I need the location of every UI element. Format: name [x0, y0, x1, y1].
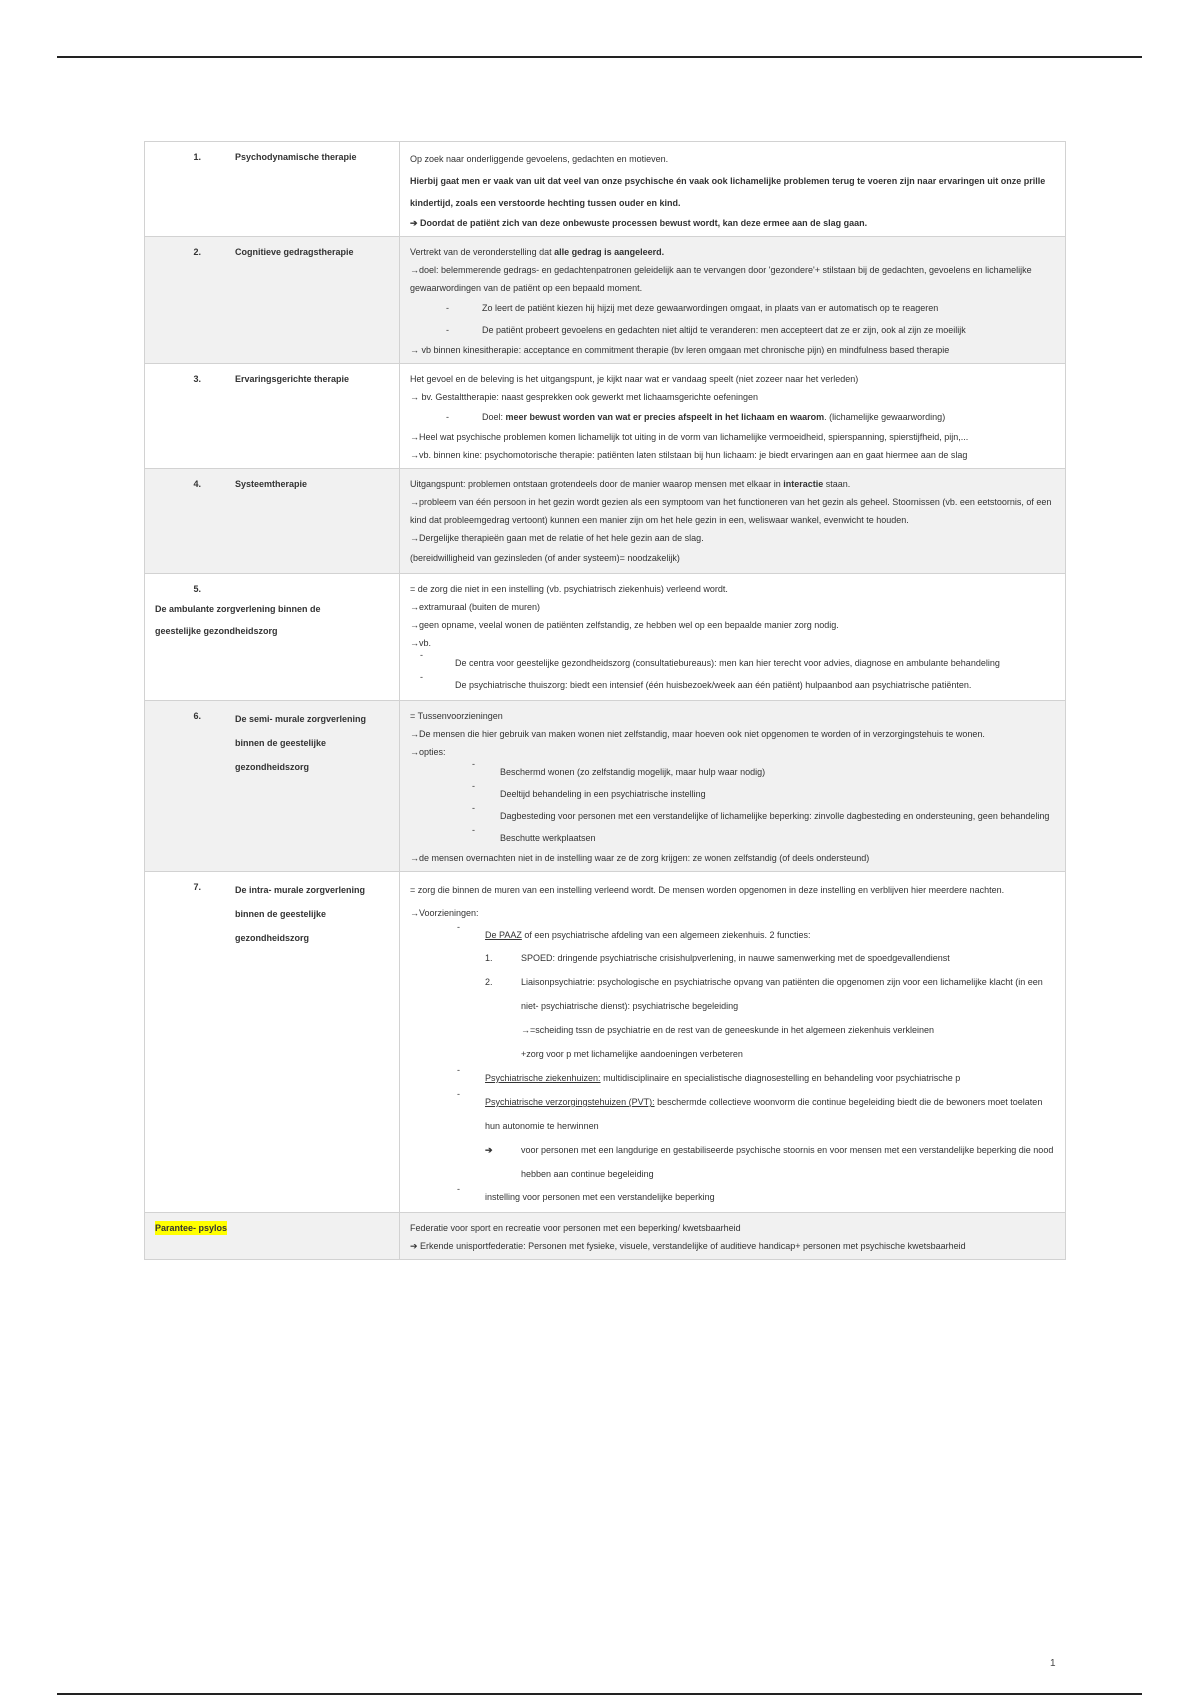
text-line: →geen opname, veelal wonen de patiënten zelfstandig, ze hebben wel op een bepaalde manier zorg nodig.: [410, 620, 839, 630]
list-item: [410, 406, 1055, 428]
text-line: Het gevoel en de beleving is het uitgangspunt, je kijkt naar wat er vandaag speelt (niet zozeer naar het verleden): [410, 374, 859, 384]
table-row: [145, 701, 1066, 872]
dash-marker: -: [457, 922, 460, 932]
function-text: SPOED: dringende psychiatrische crisishulpverlening, in nauwe samenwerking met de spoedgevallendienst: [521, 953, 950, 963]
text-line: = Tussenvoorzieningen: [410, 711, 503, 721]
row-title: De intra- murale zorgverlening binnen de geestelijke gezondheidszorg: [235, 885, 366, 943]
row-title: Systeemtherapie: [235, 479, 308, 489]
paaz-label: De PAAZ: [485, 930, 522, 940]
text-line: →Dergelijke therapieën gaan met de relatie of het hele gezin aan de slag.: [410, 533, 704, 543]
text-line: →extramuraal (buiten de muren): [410, 602, 541, 612]
row-title: De ambulante zorgverlening binnen de geestelijke gezondheidszorg: [155, 604, 321, 636]
text-line: →doel: belemmerende gedrags- en gedachtenpatronen geleidelijk aan te vervangen door 'gezondere'+ stilstaan bij de gedachten, gevoelens en lichamelijke gewaarwordingen van de patiënt op een bepaald moment.: [410, 265, 1032, 293]
table-row: [145, 872, 1066, 1213]
table-row: [145, 469, 1066, 574]
intro-text: Vertrekt van de veronderstelling dat: [410, 247, 555, 257]
list-item: [410, 674, 1055, 696]
dash-marker: -: [446, 412, 449, 422]
bullet-text: De centra voor geestelijke gezondheidszorg (consultatiebureaus): men kan hier terecht voor advies, diagnose en ambulante behandeling: [455, 658, 1000, 668]
list-item: [410, 970, 1055, 1018]
list-item: [410, 1138, 1055, 1186]
row-title: Ervaringsgerichte therapie: [235, 374, 350, 384]
dash-marker: -: [472, 825, 475, 835]
top-rule: [57, 56, 1142, 58]
bullet-text: Dagbesteding voor personen met een verstandelijke of lichamelijke beperking: zinvolle dagbesteding en ondersteuning, geen behandeling: [500, 811, 1050, 821]
text-line: →probleem van één persoon in het gezin wordt gezien als een symptoom van het functioneren van het gezin als geheel. Stoornissen (vb. een eetstoornis, of een kind dat probleemgedrag vertoont) kunnen een manier zijn om het hele gezin in een, weliswaar wankel, evenwicht te houden.: [410, 497, 1052, 525]
paaz-text: of een psychiatrische afdeling van een algemeen ziekenhuis. 2 functies:: [521, 930, 811, 940]
pvt-text: beschermde collectieve woonvorm die continue begeleiding biedt die de bewoners moet toelaten hun autonomie te herwinnen: [485, 1097, 1043, 1131]
list-item: [410, 1186, 1055, 1208]
row-content: [400, 142, 1066, 237]
row-title: Psychodynamische therapie: [235, 152, 357, 162]
row-number: 5.: [193, 584, 201, 594]
therapy-table: [144, 141, 1066, 1260]
text-line: Op zoek naar onderliggende gevoelens, gedachten en motieven.: [410, 154, 669, 164]
text-line: →Voorzieningen:: [410, 908, 479, 918]
list-number: 2.: [485, 977, 493, 987]
list-item: [410, 946, 1055, 970]
table-row: [145, 142, 1066, 237]
row-label: [145, 142, 400, 237]
bullet-text: De patiënt probeert gevoelens en gedachten niet altijd te veranderen: men accepteert dat ze er zijn, ook al zijn ze moeilijk: [482, 325, 966, 335]
function-text: Liaisonpsychiatrie: psychologische en psychiatrische opvang van patiënten die opgenomen zijn voor een lichamelijke klacht (in een niet- psychiatrische dienst): psychiatrische begeleiding: [521, 977, 1043, 1011]
row-label: [145, 1213, 400, 1260]
list-item: [410, 1066, 1055, 1090]
row-content: [400, 469, 1066, 574]
text-line: = zorg die binnen de muren van een instelling verleend wordt. De mensen worden opgenomen in deze instelling en verblijven hier meerdere nachten.: [410, 885, 1005, 895]
row-content: [400, 701, 1066, 872]
list-item: [410, 319, 1055, 341]
row-number: 2.: [193, 247, 201, 257]
row-number: 3.: [193, 374, 201, 384]
row-content: [400, 872, 1066, 1213]
pz-text: multidisciplinaire en specialistische diagnosestelling en behandeling voor psychiatrische p: [600, 1073, 961, 1083]
text-line: →de mensen overnachten niet in de instelling waar ze de zorg krijgen: ze wonen zelfstandig (of deels ondersteund): [410, 853, 870, 863]
dash-marker: -: [457, 1184, 460, 1194]
text-line: → bv. Gestalttherapie: naast gesprekken ook gewerkt met lichaamsgerichte oefeningen: [410, 392, 759, 402]
text-line: (bereidwilligheid van gezinsleden (of ander systeem)= noodzakelijk): [410, 553, 680, 563]
list-number: 1.: [485, 953, 493, 963]
row-title: De semi- murale zorgverlening binnen de geestelijke gezondheidszorg: [235, 714, 367, 772]
row-label: [145, 574, 400, 701]
text-line: →opties:: [410, 747, 446, 757]
text-line: →Heel wat psychische problemen komen lichamelijk tot uiting in de vorm van lichamelijke vermoeidheid, spierspanning, spierstijfheid, pijn,...: [410, 432, 969, 442]
text-line: [410, 475, 1055, 493]
row-content: [400, 1213, 1066, 1260]
text-line: Federatie voor sport en recreatie voor personen met een beperking/ kwetsbaarheid: [410, 1223, 741, 1233]
dash-marker: -: [420, 672, 423, 682]
bottom-rule: [57, 1693, 1142, 1695]
list-item: [410, 1090, 1055, 1138]
pvt-sub-text: voor personen met een langdurige en gestabiliseerde psychische stoornis en voor mensen met een verstandelijke beperking die nood hebben aan continue begeleiding: [521, 1145, 1054, 1179]
text-line: → vb binnen kinesitherapie: acceptance en commitment therapie (bv leren omgaan met chronische pijn) en mindfulness based therapie: [410, 345, 950, 355]
row-content: [400, 574, 1066, 701]
dash-marker: -: [446, 325, 449, 335]
bullet-text: De psychiatrische thuiszorg: biedt een intensief (één huisbezoek/week aan één patiënt) hulpaanbod aan psychiatrische patiënten.: [455, 680, 972, 690]
row-number: 7.: [193, 882, 201, 892]
page-number: 1: [1050, 1658, 1056, 1669]
goal-label: Doel:: [482, 412, 506, 422]
intro-rest: staan.: [823, 479, 851, 489]
intro-bold: interactie: [783, 479, 824, 489]
row-content: [400, 364, 1066, 469]
row-content: [400, 237, 1066, 364]
row-label: [145, 701, 400, 872]
list-item: [410, 805, 1055, 827]
list-item: [410, 783, 1055, 805]
dash-marker: -: [472, 781, 475, 791]
row-label: [145, 469, 400, 574]
row-title-highlight: Parantee- psylos: [155, 1223, 228, 1233]
intro-bold: alle gedrag is aangeleerd.: [554, 247, 665, 257]
goal-bold: meer bewust worden van wat er precies afspeelt in het lichaam en waarom: [505, 412, 825, 422]
bullet-text: instelling voor personen met een verstandelijke beperking: [485, 1192, 715, 1202]
list-item: [410, 827, 1055, 849]
bullet-text: Beschutte werkplaatsen: [500, 833, 596, 843]
row-title: Cognitieve gedragstherapie: [235, 247, 354, 257]
row-label: [145, 364, 400, 469]
dash-marker: -: [457, 1065, 460, 1075]
text-line: Hierbij gaat men er vaak van uit dat veel van onze psychische én vaak ook lichamelijke problemen terug te voeren zijn naar ervaringen uit onze prille kindertijd, zoals een verstoorde hechting tussen ouder en kind.: [410, 176, 1046, 208]
list-item: [410, 652, 1055, 674]
dash-marker: -: [420, 650, 423, 660]
text-line: →De mensen die hier gebruik van maken wonen niet zelfstandig, maar hoeven ook niet opgenomen te worden of in verzorgingstehuis te wonen.: [410, 729, 985, 739]
bullet-text: Deeltijd behandeling in een psychiatrische instelling: [500, 789, 706, 799]
table-row: [145, 364, 1066, 469]
row-number: 1.: [193, 152, 201, 162]
pz-label: Psychiatrische ziekenhuizen:: [485, 1073, 601, 1083]
table-row: [145, 1213, 1066, 1260]
text-line: = de zorg die niet in een instelling (vb. psychiatrisch ziekenhuis) verleend wordt.: [410, 584, 728, 594]
list-item: [410, 761, 1055, 783]
text-line: +zorg voor p met lichamelijke aandoeningen verbeteren: [521, 1049, 743, 1059]
bullet-text: Zo leert de patiënt kiezen hij hijzij met deze gewaarwordingen omgaat, in plaats van er automatisch op te reageren: [482, 303, 939, 313]
row-number: 4.: [193, 479, 201, 489]
text-line: ➔ Doordat de patiënt zich van deze onbewuste processen bewust wordt, kan deze ermee aan de slag gaan.: [410, 218, 868, 228]
pvt-label: Psychiatrische verzorgingstehuizen (PVT):: [485, 1097, 655, 1107]
row-label: [145, 872, 400, 1213]
text-line: →=scheiding tssn de psychiatrie en de rest van de geneeskunde in het algemeen ziekenhuis verkleinen: [521, 1025, 935, 1035]
text-line: →vb.: [410, 638, 432, 648]
dash-marker: -: [472, 759, 475, 769]
text-line: →vb. binnen kine: psychomotorische therapie: patiënten laten stilstaan bij hun lichaam: je biedt ervaringen aan en gaat hiermee aan de slag: [410, 450, 968, 460]
text-line: ➔ Erkende unisportfederatie: Personen met fysieke, visuele, verstandelijke of auditieve handicap+ personen met psychische kwetsbaarheid: [410, 1241, 966, 1251]
text-line: [410, 243, 1055, 261]
dash-marker: -: [472, 803, 475, 813]
arrow-icon: ➔: [485, 1145, 493, 1155]
row-label: [145, 237, 400, 364]
dash-marker: -: [446, 303, 449, 313]
table-row: [145, 237, 1066, 364]
goal-rest: . (lichamelijke gewaarwording): [824, 412, 946, 422]
dash-marker: -: [457, 1089, 460, 1099]
list-item: [410, 297, 1055, 319]
bullet-text: Beschermd wonen (zo zelfstandig mogelijk, maar hulp waar nodig): [500, 767, 766, 777]
table-row: [145, 574, 1066, 701]
intro-text: Uitgangspunt: problemen ontstaan grotendeels door de manier waarop mensen met elkaar in: [410, 479, 784, 489]
row-number: 6.: [193, 711, 201, 721]
list-item: [410, 924, 1055, 946]
